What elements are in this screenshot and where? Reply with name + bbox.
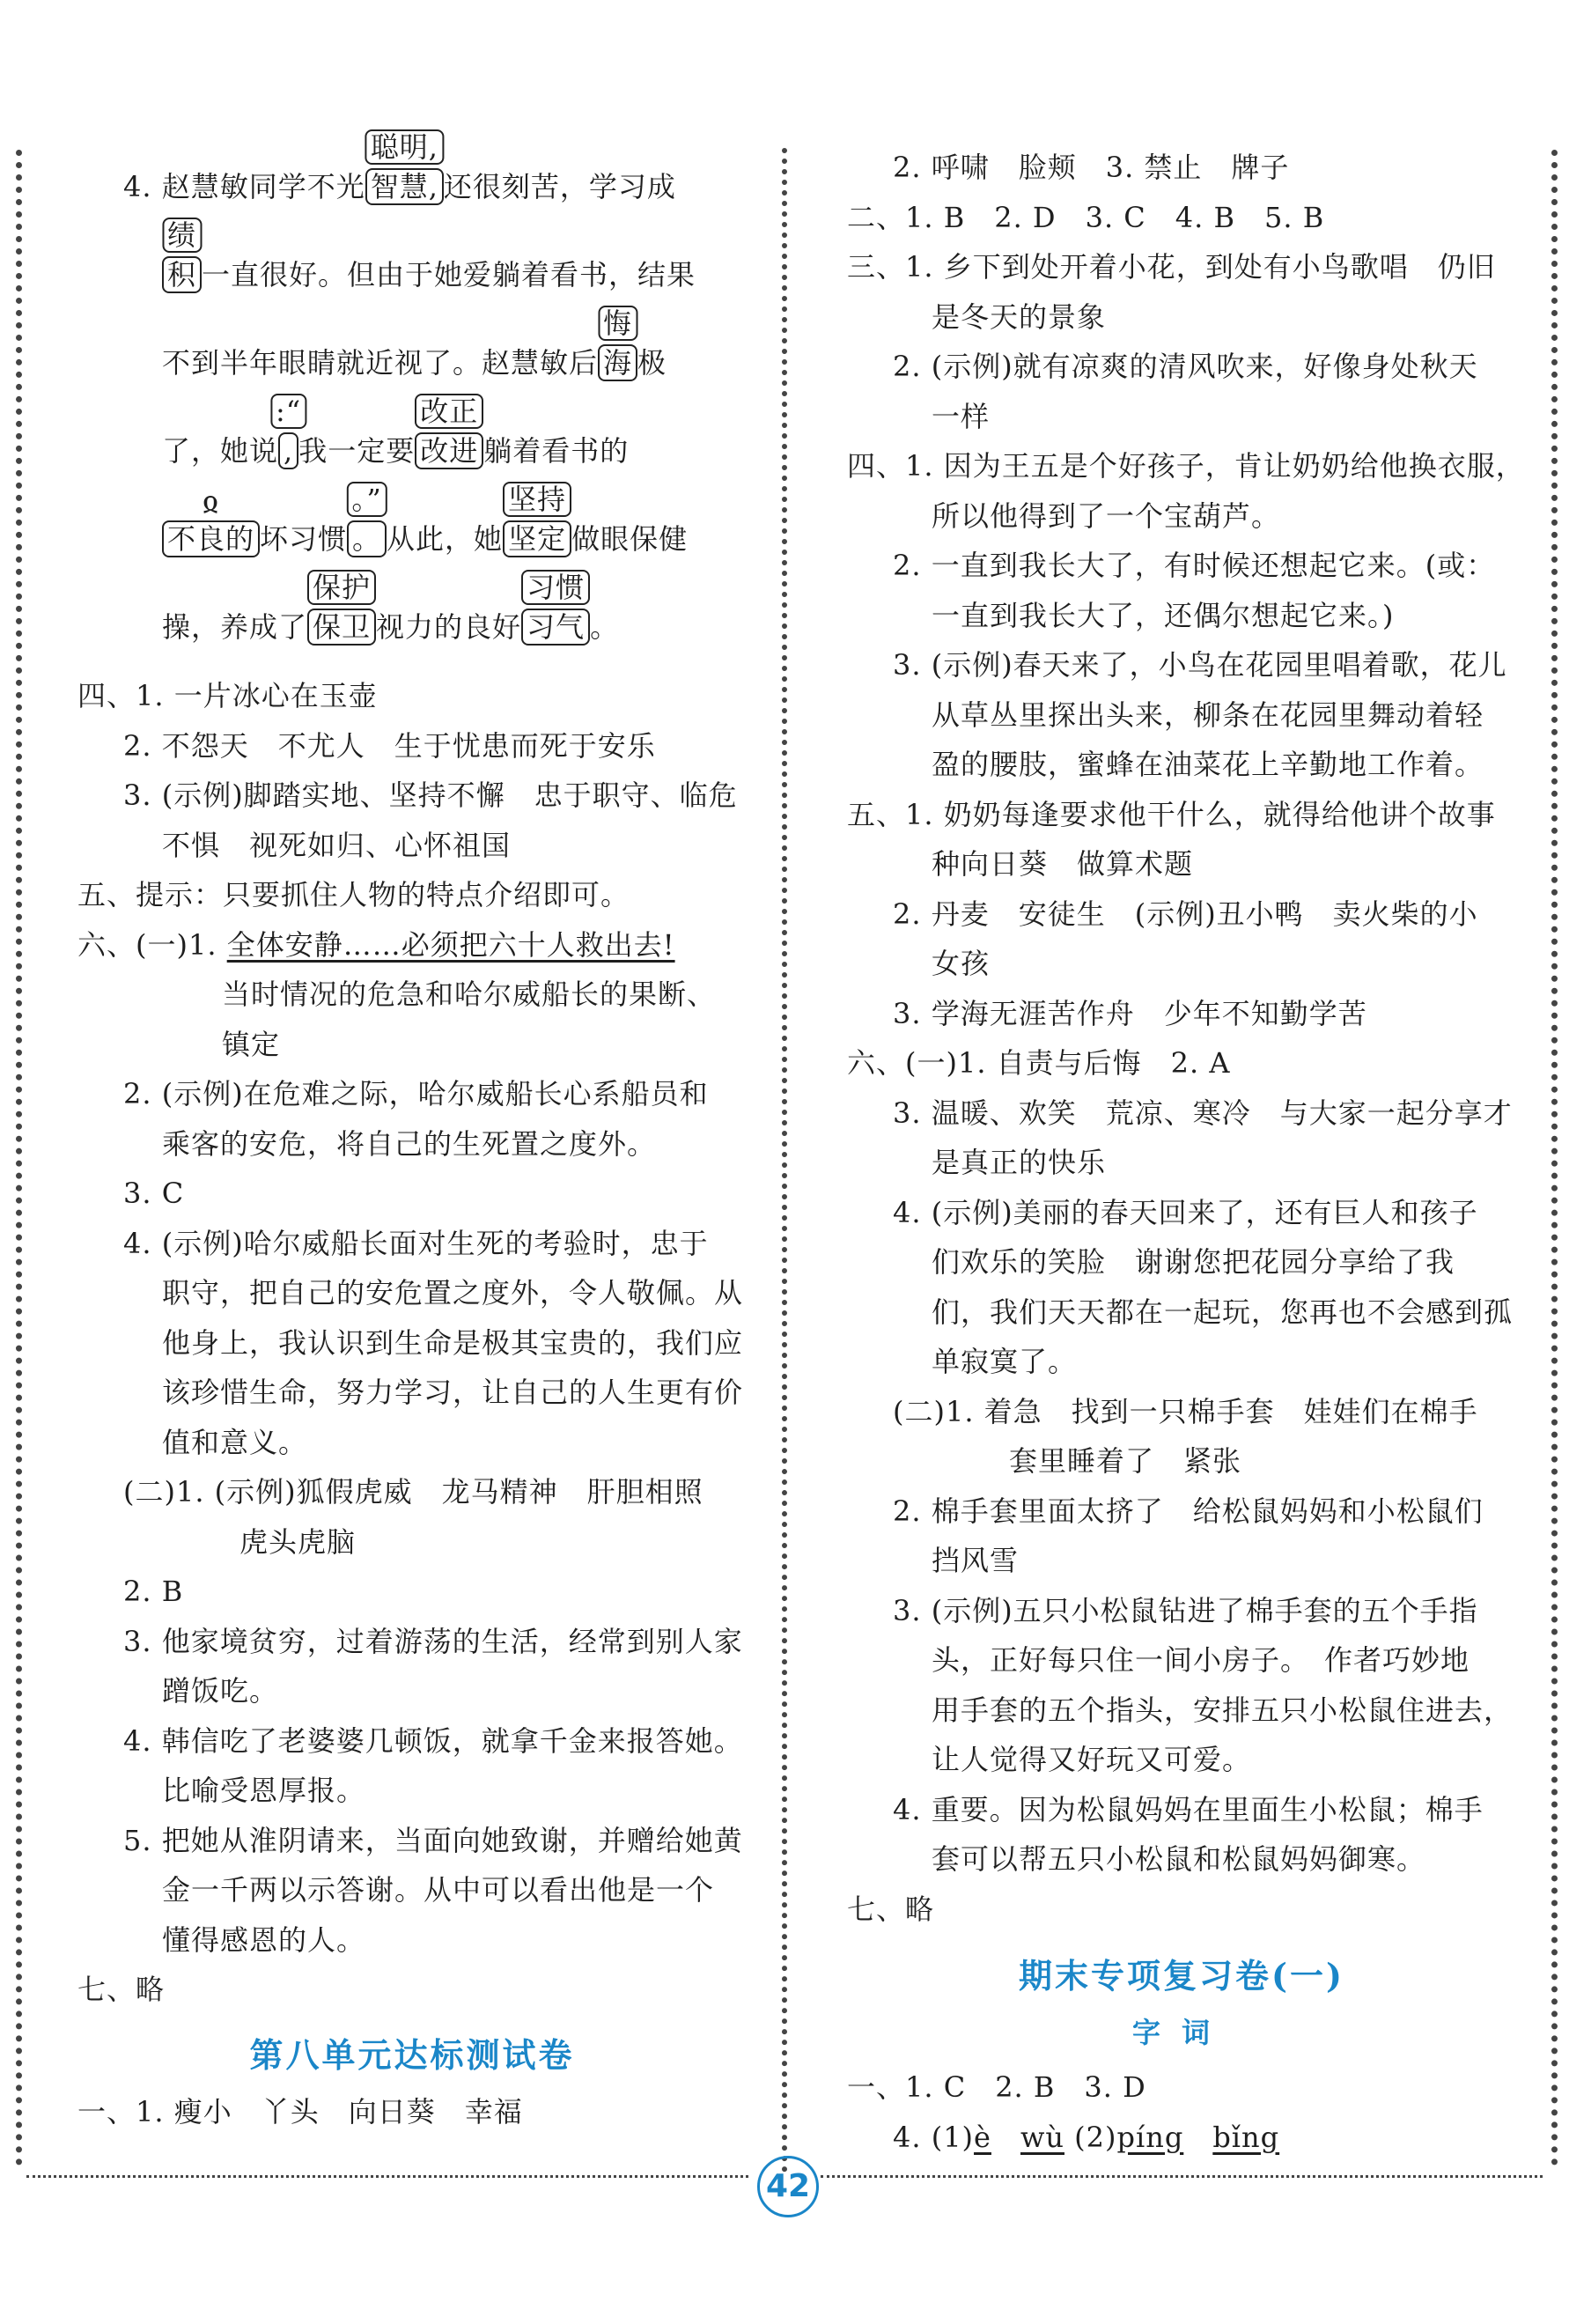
answer-line: 七、略	[847, 1892, 935, 1926]
answer-line: 3. (示例)脚踏实地、坚持不懈 忠于职守、临危	[123, 778, 738, 812]
answer-line: 们，我们天天都在一起玩，您再也不会感到孤	[932, 1295, 1514, 1329]
correction-box: 改正 改进	[415, 432, 483, 469]
q4-line-2: 绩 积 一直很好。但由于她爱躺着看书，结果	[77, 231, 747, 319]
answer-line: 四、1. 一片冰心在玉壶	[77, 679, 378, 712]
answer-line: 女孩	[932, 947, 991, 980]
answer-line: 种向日葵 做算术题	[932, 847, 1194, 881]
answer-line: 2. 不怨天 不尤人 生于忧患而死于安乐	[123, 728, 656, 763]
answer-line: 4. (示例)哈尔威船长面对生死的考验时，忠于	[123, 1226, 709, 1260]
answer-line: 职守，把自己的安危置之度外，令人敬佩。从	[162, 1276, 744, 1310]
bottom-dots-left	[26, 2175, 748, 2178]
answer-line: 4. 韩信吃了老婆婆几顿饭，就拿千金来报答她。	[123, 1723, 743, 1758]
answer-line: 3. (示例)五只小松鼠钻进了棉手套的五个手指	[893, 1593, 1478, 1627]
correction-box: 。” 。	[347, 520, 387, 557]
answer-line: 2. 丹麦 安徒生 (示例)丑小鸭 卖火柴的小	[893, 896, 1478, 931]
answer-line: 3. (示例)春天来了，小鸟在花园里唱着歌，花儿	[893, 648, 1507, 682]
answer-line: 所以他得到了一个宝葫芦。	[932, 498, 1281, 533]
correction-box: ჲ 不良的	[162, 520, 260, 557]
delete-mark-icon: ჲ	[199, 485, 223, 517]
left-answers-b	[77, 970, 747, 2015]
answer-line: 三、1. 乡下到处开着小花，到处有小鸟歌唱 仍旧	[847, 250, 1496, 284]
answer-line: 懂得感恩的人。	[162, 1922, 366, 1957]
answer-line: 他身上，我认识到生命是极其宝贵的，我们应	[162, 1325, 744, 1360]
answer-line: 六、(一)1. 自责与后悔 2. A	[847, 1046, 1231, 1080]
correction-box: 绩 积	[162, 256, 202, 293]
page-number: 42	[757, 2156, 819, 2217]
unit8-title: 第八单元达标测试卷	[249, 2034, 575, 2075]
answer-line: 七、略	[77, 1973, 166, 2006]
answer-line: 2. 棉手套里面太挤了 给松鼠妈妈和小松鼠们	[893, 1494, 1484, 1528]
left-edge-dots	[16, 150, 22, 2166]
six-one-line: 六、(一)1. 全体安静……必须把六十人救出去!	[77, 927, 675, 962]
answer-line: 挡风雪	[932, 1544, 1020, 1577]
question-number: 4.	[123, 170, 152, 203]
answer-line: 不惧 视死如归、心怀祖国	[162, 828, 512, 862]
correction-box: 聪明, 智慧,	[365, 168, 444, 205]
answer-line: 套里睡着了 紧张	[1009, 1444, 1242, 1478]
answer-line: 2. (示例)在危难之际，哈尔威船长心系船员和	[123, 1077, 709, 1110]
answer-line: 4. 重要。因为松鼠妈妈在里面生小松鼠；棉手	[893, 1792, 1484, 1826]
answer-line: 盈的腰肢，蜜蜂在油菜花上辛勤地工作着。	[932, 748, 1484, 781]
q4-line-4: 了，她说 :“ , 我一定要 改正 改进 躺着看书的	[162, 395, 630, 468]
correction-box: 悔 海	[598, 344, 637, 381]
correction-box: 保护 保卫	[307, 609, 376, 646]
pinyin-line: 4. (1)è wù (2)píng bǐng	[893, 2120, 1280, 2154]
answer-line: 值和意义。	[162, 1425, 308, 1459]
answer-line: (二)1. 着急 找到一只棉手套 娃娃们在棉手	[893, 1394, 1478, 1428]
correction-box: :“ ,	[278, 432, 298, 469]
answer-line: 5. 把她从淮阴请来，当面向她致谢，并赠给她黄	[123, 1823, 743, 1857]
answer-line: 乘客的安危，将自己的生死置之度外。	[162, 1126, 657, 1161]
answer-line: 二、1. B 2. D 3. C 4. B 5. B	[847, 200, 1325, 234]
q4-line-1: 4. 赵慧敏同学不光 聪明, 智慧, 还很刻苦，学习成	[123, 130, 676, 203]
answer-line: 2. 一直到我长大了，有时候还想起它来。(或：	[893, 549, 1496, 582]
final-review-title: 期末专项复习卷(一)	[1019, 1956, 1344, 1996]
left-answers-a	[77, 671, 747, 920]
answer-line: 套可以帮五只小松鼠和松鼠妈妈御寒。	[932, 1842, 1426, 1876]
answer-line: 一样	[932, 399, 991, 433]
answer-line: 该珍惜生命，努力学习，让自己的人生更有价	[162, 1376, 744, 1409]
answer-line: 是真正的快乐	[932, 1146, 1107, 1179]
answer-line: 2. 呼啸 脸颊 3. 禁止 牌子	[893, 151, 1290, 184]
answer-line: 比喻受恩厚报。	[162, 1774, 366, 1807]
answer-line: 五、1. 奶奶每逢要求他干什么，就得给他讲个故事	[847, 797, 1496, 831]
answer-line: 虎头虎脑	[239, 1524, 357, 1559]
q4-line-6: 操，养成了 保护 保卫 视力的良好 习惯 习气 。	[162, 571, 620, 644]
answer-line: 当时情况的危急和哈尔威船长的果断、	[222, 978, 717, 1011]
right-edge-dots	[1551, 150, 1558, 2166]
answer-line: 一、1. 瘦小 丫头 向日葵 幸福	[77, 2094, 523, 2128]
final-review-subtitle: 字词	[1131, 2016, 1231, 2049]
answer-line: 3. 他家境贫穷，过着游荡的生活，经常到别人家	[123, 1624, 743, 1658]
answer-line: 一直到我长大了，还偶尔想起它来。)	[932, 598, 1395, 632]
answer-line: (二)1. (示例)狐假虎威 龙马精神 肝胆相照	[123, 1475, 703, 1509]
answer-line: 从草丛里探出头来，柳条在花园里舞动着轻	[932, 697, 1484, 732]
right-answers	[847, 143, 1525, 1934]
answer-line: 是冬天的景象	[932, 299, 1107, 334]
answer-line: 单寂寞了。	[932, 1345, 1078, 1378]
column-divider	[782, 148, 787, 2173]
answer-line: 蹭饭吃。	[162, 1674, 279, 1708]
q4-line-5: ჲ 不良的 坏习惯 。” 。 从此，她 坚持 坚定 做眼保健	[77, 495, 747, 583]
answer-line: 金一千两以示答谢。从中可以看出他是一个	[162, 1873, 715, 1907]
answer-line: 3. 学海无涯苦作舟 少年不知勤学苦	[893, 996, 1367, 1030]
q4-line-3: 不到半年眼睛就近视了。赵慧敏后 悔 海 极	[162, 306, 667, 380]
correction-box: 坚持 坚定	[503, 520, 571, 557]
answer-line: 头，正好每只住一间小房子。 作者巧妙地	[932, 1643, 1470, 1677]
correction-box: 习惯 习气	[521, 609, 590, 646]
answer-line: 五、提示：只要抓住人物的特点介绍即可。	[77, 878, 630, 911]
answer-line: 用手套的五个指头，安排五只小松鼠住进去，	[932, 1693, 1514, 1727]
right-column	[847, 143, 1525, 2162]
answer-line: 四、1. 因为王五是个好孩子，肯让奶奶给他换衣服，	[847, 449, 1525, 483]
answer-line: 们欢乐的笑脸 谢谢您把花园分享给了我	[932, 1245, 1455, 1279]
answer-line: 3. 温暖、欢笑 荒凉、寒冷 与大家一起分享才	[893, 1096, 1513, 1130]
answer-line: 2. (示例)就有凉爽的清风吹来，好像身处秋天	[893, 350, 1478, 383]
bottom-dots-right	[821, 2175, 1543, 2178]
answer-line: 2. B	[123, 1575, 184, 1608]
left-column	[77, 130, 747, 2136]
answer-line: 镇定	[222, 1027, 281, 1061]
answer-line: 一、1. C 2. B 3. D	[847, 2070, 1146, 2104]
answer-line: 4. (示例)美丽的春天回来了，还有巨人和孩子	[893, 1195, 1478, 1229]
answer-line: 3. C	[123, 1177, 185, 1210]
answer-line: 让人觉得又好玩又可爱。	[932, 1743, 1252, 1776]
